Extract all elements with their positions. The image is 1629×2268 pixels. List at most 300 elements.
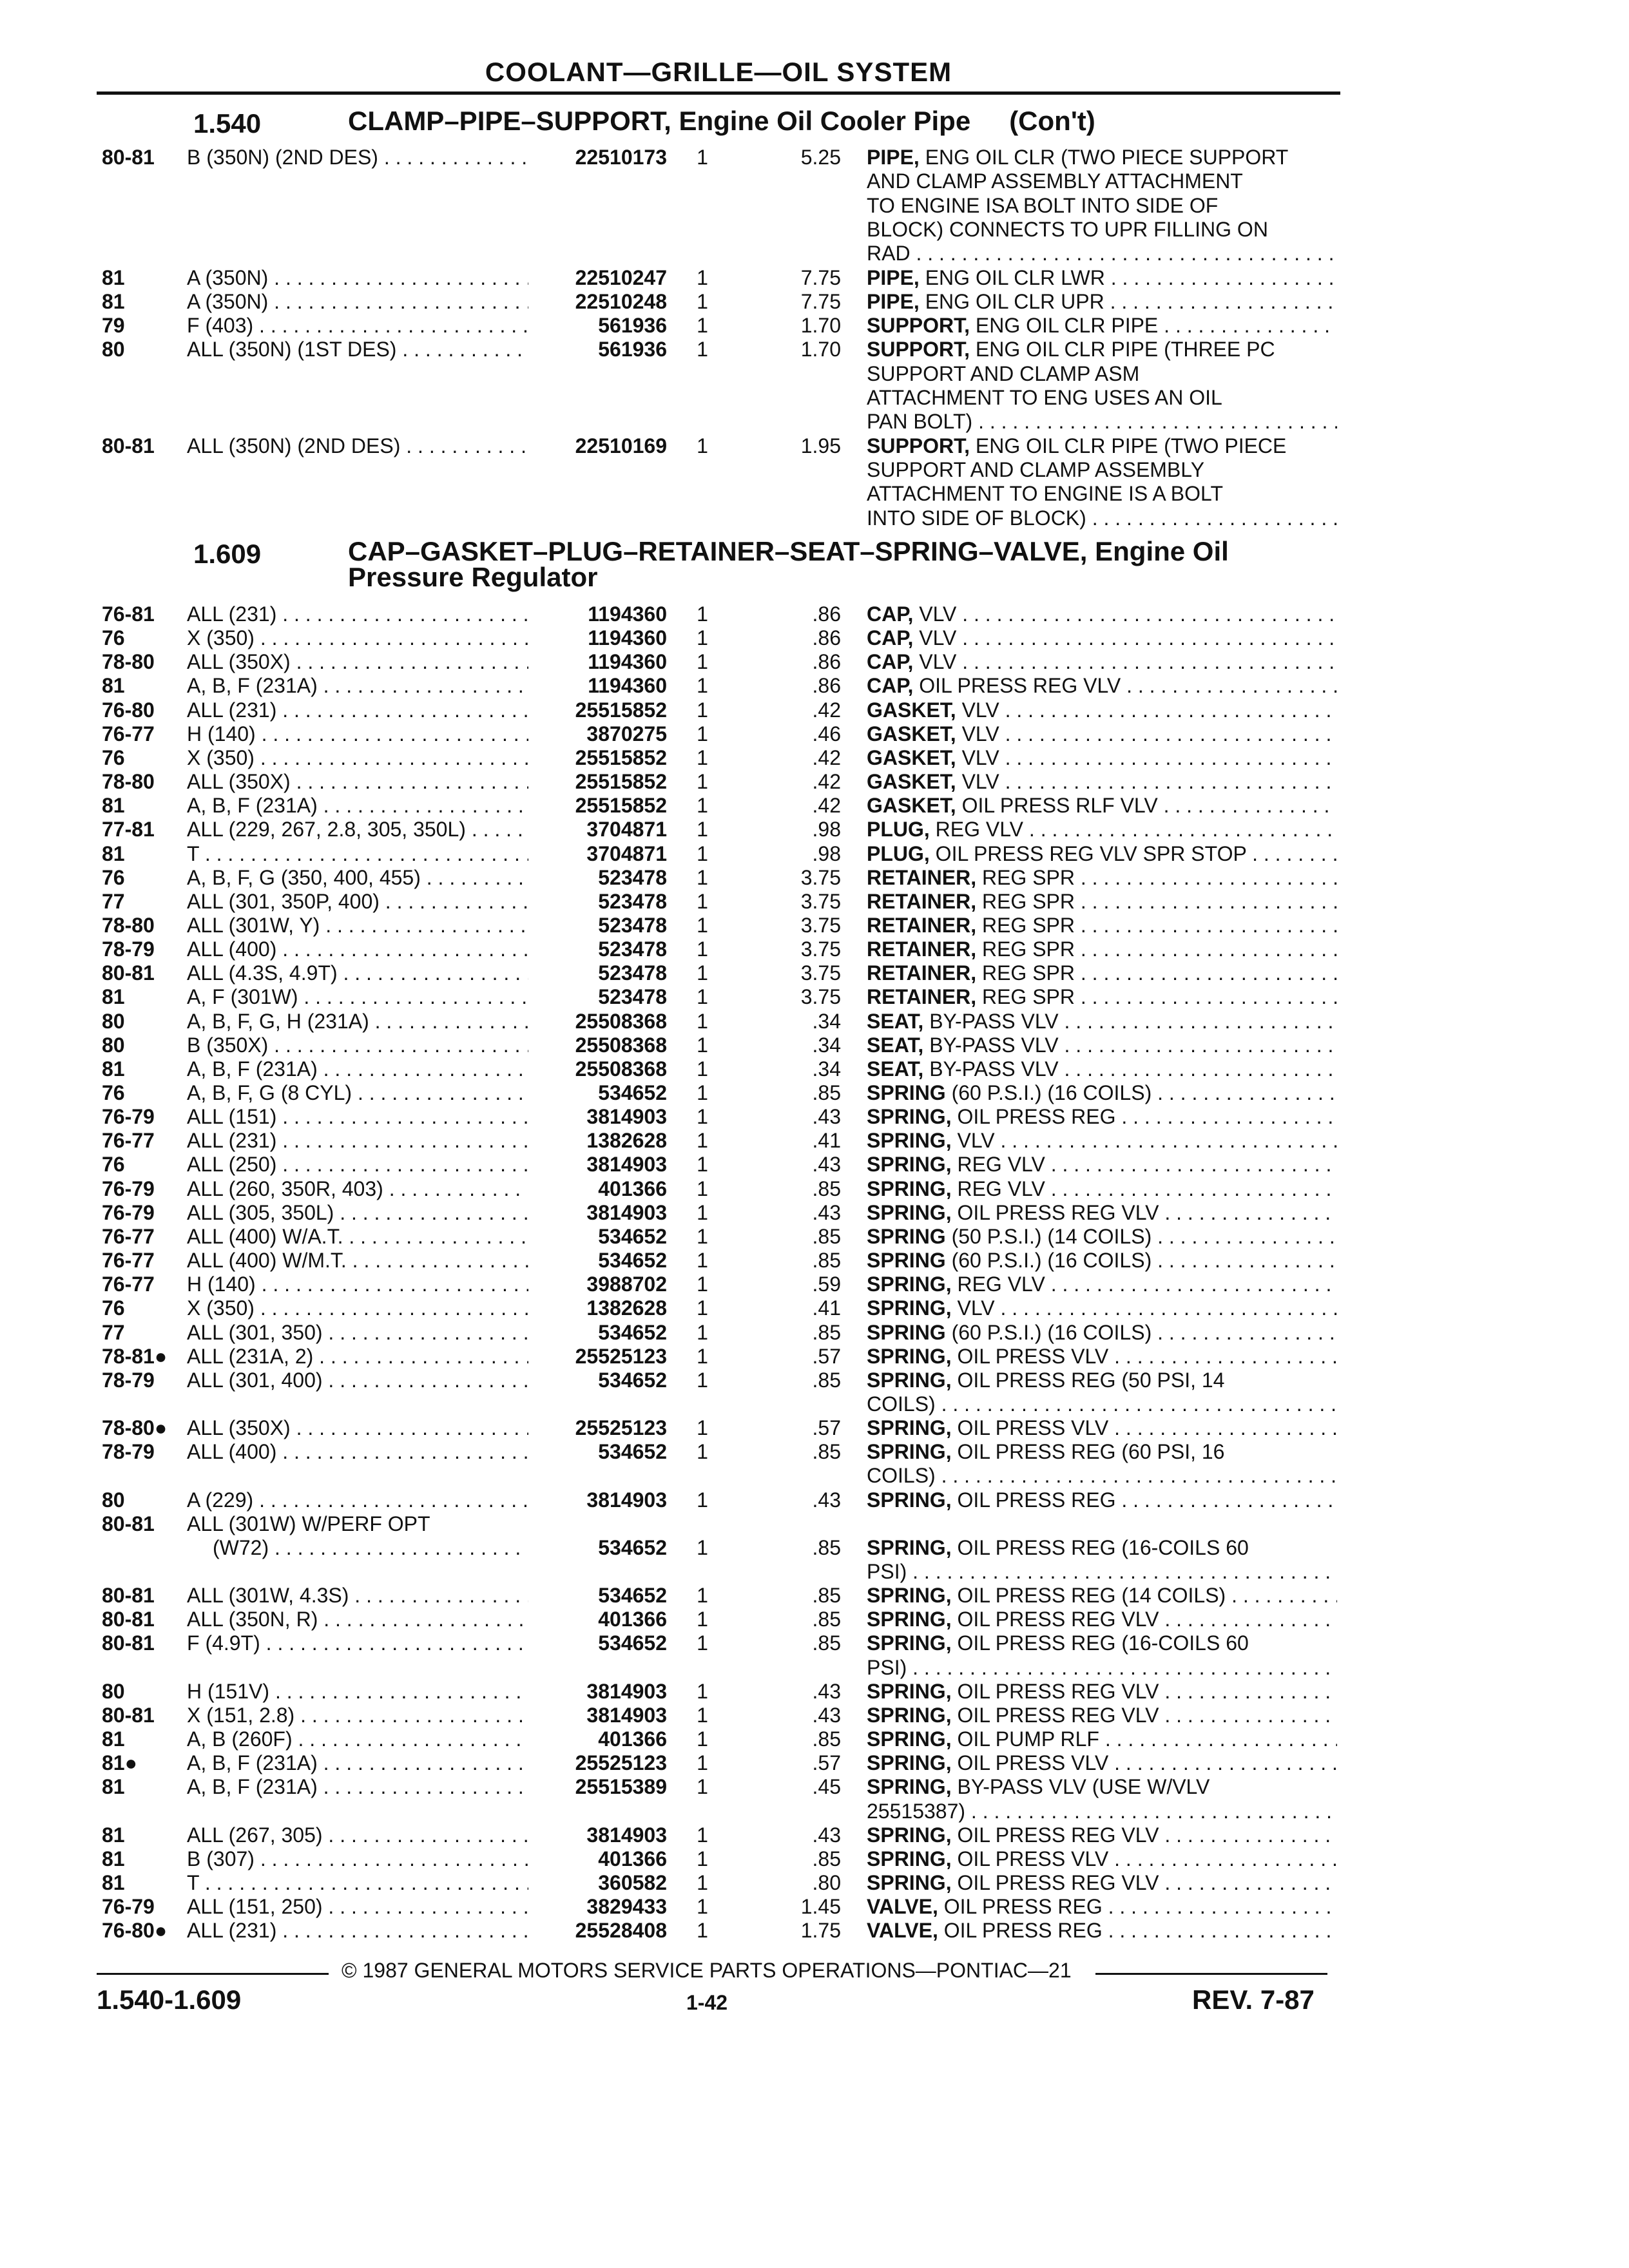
parts-row [0, 1656, 1629, 1679]
part-noun: SPRING, [867, 1823, 952, 1847]
part-number-cell: 1194360 [588, 650, 667, 674]
part-noun: SPRING, [867, 1870, 952, 1894]
part-noun: SPRING, [867, 1608, 952, 1631]
description-cell [867, 434, 1337, 457]
description-text: OIL PRESS REG (16-COILS 60 [957, 1535, 1249, 1559]
quantity-cell: 1 [697, 985, 708, 1009]
part-noun: CAP, [867, 626, 914, 650]
application-cell: A, B, F (231A) . . . [187, 674, 528, 697]
quantity-cell: 1 [697, 434, 708, 457]
price-cell: .57 [812, 1344, 841, 1368]
price-cell: .34 [812, 1033, 841, 1057]
part-noun: GASKET, [867, 722, 956, 745]
parts-row [0, 1321, 1629, 1344]
quantity-cell: 1 [697, 1608, 708, 1631]
parts-row [0, 866, 1629, 889]
part-noun: PIPE, [867, 265, 920, 289]
description-text: OIL PRESS REG (60 PSI, 16 [957, 1440, 1225, 1464]
part-number-cell: 25515852 [575, 745, 667, 769]
application-cell: ALL (350N) (1ST DES) . . . [187, 338, 528, 361]
part-number-cell: 523478 [598, 889, 667, 913]
year-cell: 81 [102, 841, 125, 865]
application-cell: ALL (4.3S, 4.9T) . . . [187, 961, 528, 985]
description-text: ENG OIL CLR PIPE [975, 314, 1159, 338]
year-cell: 80-81 [102, 1703, 155, 1727]
quantity-cell: 1 [697, 626, 708, 650]
year-cell: 77 [102, 1320, 125, 1344]
description-text: OIL PRESS VLV [957, 1751, 1109, 1775]
parts-row [0, 698, 1629, 722]
description-text: OIL PRESS REG VLV [919, 674, 1121, 698]
section-range: 1.540-1.609 [97, 1984, 242, 2015]
quantity-cell: 1 [697, 1631, 708, 1655]
description-cell [867, 1871, 1337, 1894]
description-text: ENG OIL CLR LWR [925, 265, 1105, 289]
application-cell: X (350) . . . [187, 1296, 528, 1320]
description-text: REG VLV [957, 1177, 1045, 1200]
price-cell: .85 [812, 1584, 841, 1608]
description-cell [867, 937, 1337, 961]
description-cell [867, 290, 1337, 313]
price-cell: .43 [812, 1200, 841, 1224]
application-cell: ALL (301W, 4.3S) . . . [187, 1584, 528, 1607]
parts-row [0, 1871, 1629, 1894]
quantity-cell: 1 [697, 698, 708, 722]
application-cell: ALL (231) . . . [187, 602, 528, 626]
application-cell: H (140) . . . [187, 1273, 528, 1296]
part-noun: SPRING, [867, 1296, 952, 1320]
part-number-cell: 25525123 [575, 1751, 667, 1775]
description-text: AND CLAMP ASSEMBLY ATTACHMENT [867, 169, 1243, 193]
parts-row [0, 1512, 1629, 1535]
part-number-cell: 25515389 [575, 1775, 667, 1799]
revision: REV. 7-87 [1192, 1984, 1315, 2015]
description-text: INTO SIDE OF BLOCK) [867, 506, 1086, 530]
price-cell: .45 [812, 1775, 841, 1799]
parts-row [0, 985, 1629, 1008]
quantity-cell: 1 [697, 1153, 708, 1177]
application-cell: ALL (350X) . . . [187, 650, 528, 673]
year-cell: 76 [102, 1153, 125, 1177]
part-noun: SPRING, [867, 1679, 952, 1703]
description-text: COILS) [867, 1464, 936, 1488]
quantity-cell: 1 [697, 314, 708, 338]
quantity-cell: 1 [697, 1440, 708, 1464]
price-cell: 1.70 [800, 338, 841, 361]
description-cell [867, 985, 1337, 1008]
application-cell: B (307) . . . [187, 1847, 528, 1870]
part-number-cell: 523478 [598, 865, 667, 889]
application-cell: ALL (231A, 2) . . . [187, 1345, 528, 1368]
part-number-cell: 3829433 [586, 1895, 667, 1919]
description-text: OIL PRESS REG (14 COILS) [957, 1584, 1226, 1608]
description-text: RAD [867, 242, 911, 265]
part-noun: SEAT, [867, 1033, 924, 1057]
description-text: OIL PRESS REG [957, 1488, 1116, 1512]
parts-row [0, 1081, 1629, 1104]
application-cell: ALL (301W, Y) . . . [187, 914, 528, 937]
part-noun: SUPPORT, [867, 434, 970, 457]
parts-row [0, 1105, 1629, 1128]
part-number-cell: 25528408 [575, 1919, 667, 1943]
description-cell [867, 722, 1337, 745]
part-noun: RETAINER, [867, 889, 977, 913]
part-number-cell: 3870275 [586, 722, 667, 745]
parts-row [0, 1727, 1629, 1751]
price-cell: .41 [812, 1296, 841, 1320]
description-text: PAN BOLT) [867, 410, 973, 434]
part-noun: SPRING, [867, 1177, 952, 1200]
application-cell: ALL (400) W/A.T. . . . [187, 1225, 528, 1248]
description-cell [867, 1464, 1337, 1487]
part-number-cell: 1194360 [588, 626, 667, 650]
part-noun: PIPE, [867, 146, 920, 169]
description-cell [867, 146, 1337, 169]
parts-row [0, 1225, 1629, 1248]
part-noun: SPRING, [867, 1440, 952, 1464]
description-text: OIL PRESS REG VLV [957, 1200, 1159, 1224]
part-noun: CAP, [867, 650, 914, 674]
parts-row [0, 818, 1629, 841]
year-cell: 81 [102, 265, 125, 289]
part-noun: SPRING, [867, 1535, 952, 1559]
description-cell [867, 961, 1337, 985]
year-cell: 76-81 [102, 602, 155, 626]
description-cell [867, 314, 1337, 337]
application-cell: ALL (151, 250) . . . [187, 1895, 528, 1918]
price-cell: .43 [812, 1679, 841, 1703]
quantity-cell: 1 [697, 889, 708, 913]
section-number: 1.609 [193, 539, 262, 569]
year-cell: 81 [102, 1847, 125, 1870]
application-cell: X (350) . . . [187, 746, 528, 769]
application-cell: ALL (400) . . . [187, 1440, 528, 1463]
quantity-cell: 1 [697, 1105, 708, 1129]
quantity-cell: 1 [697, 1273, 708, 1296]
description-text: OIL PRESS REG [943, 1919, 1103, 1943]
description-text: REG SPR [981, 865, 1075, 889]
description-cell [867, 1177, 1337, 1200]
part-noun: SPRING, [867, 1631, 952, 1655]
application-cell: ALL (350X) . . . [187, 770, 528, 793]
application-cell: A, B, F, G, H (231A) . . . [187, 1010, 528, 1033]
application-cell: (W72) . . . [213, 1536, 528, 1559]
quantity-cell: 1 [697, 1009, 708, 1033]
year-cell: 80 [102, 1033, 125, 1057]
year-cell: 78-80● [102, 1416, 168, 1440]
part-number-cell: 1194360 [588, 674, 667, 698]
quantity-cell: 1 [697, 602, 708, 626]
year-cell: 76-79 [102, 1895, 155, 1919]
description-text: REG SPR [981, 985, 1075, 1009]
description-text: OIL PRESS REG [943, 1895, 1103, 1919]
description-text: ATTACHMENT TO ENG USES AN OIL [867, 386, 1222, 409]
description-cell [867, 650, 1337, 673]
quantity-cell: 1 [697, 338, 708, 361]
description-cell [867, 1225, 1337, 1248]
description-cell [867, 1057, 1337, 1081]
application-cell: ALL (350X) . . . [187, 1416, 528, 1439]
part-number-cell: 523478 [598, 985, 667, 1009]
quantity-cell: 1 [697, 1224, 708, 1248]
quantity-cell: 1 [697, 1679, 708, 1703]
description-cell [867, 1369, 1337, 1392]
year-cell: 76-77 [102, 1273, 155, 1296]
description-text: OIL PRESS VLV [957, 1344, 1109, 1368]
application-cell: A, B, F (231A) . . . [187, 794, 528, 817]
application-cell: ALL (229, 267, 2.8, 305, 350L) . . . [187, 818, 528, 841]
section-title-text: CLAMP–PIPE–SUPPORT, Engine Oil Cooler Pipe [348, 106, 971, 136]
parts-row [0, 1153, 1629, 1176]
year-cell: 78-81● [102, 1344, 168, 1368]
application-cell: T . . . [187, 1871, 528, 1894]
description-text: VLV [919, 626, 957, 650]
part-noun: SPRING, [867, 1200, 952, 1224]
price-cell: .57 [812, 1751, 841, 1775]
description-text: OIL PRESS VLV [957, 1847, 1109, 1870]
description-text: VLV [961, 722, 999, 745]
description-cell [867, 866, 1337, 889]
description-cell [867, 1560, 1337, 1583]
year-cell: 78-79 [102, 1440, 155, 1464]
parts-row [0, 937, 1629, 961]
application-cell: A, F (301W) . . . [187, 985, 528, 1008]
part-number-cell: 3814903 [586, 1153, 667, 1177]
quantity-cell: 1 [697, 146, 708, 169]
description-text: VLV [957, 1296, 995, 1320]
footer-rule-right [1095, 1973, 1327, 1975]
section-title-text: CAP–GASKET–PLUG–RETAINER–SEAT–SPRING–VALVE, Engine Oil [348, 536, 1229, 566]
part-number-cell: 523478 [598, 961, 667, 985]
parts-row [0, 1296, 1629, 1320]
parts-row [0, 1129, 1629, 1152]
year-cell: 80-81 [102, 961, 155, 985]
quantity-cell: 1 [697, 818, 708, 841]
quantity-cell: 1 [697, 1751, 708, 1775]
application-cell: A, B, F (231A) . . . [187, 1775, 528, 1798]
price-cell: .85 [812, 1440, 841, 1464]
quantity-cell: 1 [697, 1033, 708, 1057]
part-number-cell: 25515852 [575, 794, 667, 818]
description-text: ENG OIL CLR PIPE (THREE PC [975, 338, 1275, 361]
description-cell [867, 1823, 1337, 1847]
price-cell: 1.70 [800, 314, 841, 338]
section-number: 1.540 [193, 108, 262, 139]
part-number-cell: 534652 [598, 1535, 667, 1559]
price-cell: .42 [812, 794, 841, 818]
description-cell [867, 1751, 1337, 1774]
application-cell: F (4.9T) . . . [187, 1631, 528, 1655]
part-noun: GASKET, [867, 770, 956, 794]
quantity-cell: 1 [697, 865, 708, 889]
year-cell: 80 [102, 1488, 125, 1512]
description-text: OIL PRESS REG VLV [957, 1870, 1159, 1894]
price-cell: 7.75 [800, 289, 841, 313]
application-cell: X (350) . . . [187, 626, 528, 649]
quantity-cell: 1 [697, 1200, 708, 1224]
quantity-cell: 1 [697, 1177, 708, 1200]
description-cell [867, 1775, 1337, 1798]
section-title [348, 536, 1229, 592]
description-text: (60 P.S.I.) (16 COILS) [951, 1249, 1152, 1273]
description-text: REG SPR [981, 961, 1075, 985]
part-number-cell: 534652 [598, 1368, 667, 1392]
part-number-cell: 561936 [598, 338, 667, 361]
parts-row [0, 1919, 1629, 1942]
parts-row [0, 961, 1629, 985]
section-title-line2: Pressure Regulator [348, 562, 598, 592]
year-cell: 76-79 [102, 1200, 155, 1224]
application-cell: F (403) . . . [187, 314, 528, 337]
parts-row [0, 194, 1629, 217]
description-text: SUPPORT AND CLAMP ASM [867, 361, 1140, 385]
section-continued: (Con't) [1009, 106, 1095, 136]
parts-row [0, 1775, 1629, 1798]
description-text: PSI) [867, 1655, 907, 1679]
copyright-text: © 1987 GENERAL MOTORS SERVICE PARTS OPERATIONS—PONTIAC—21 [342, 1959, 1072, 1982]
description-cell [867, 194, 1337, 217]
description-text: COILS) [867, 1392, 936, 1416]
description-text: ATTACHMENT TO ENGINE IS A BOLT [867, 482, 1223, 506]
part-number-cell: 534652 [598, 1249, 667, 1273]
parts-row [0, 1847, 1629, 1870]
description-text: VLV [961, 745, 999, 769]
quantity-cell: 1 [697, 1488, 708, 1512]
price-cell: .85 [812, 1608, 841, 1631]
quantity-cell: 1 [697, 1727, 708, 1751]
quantity-cell: 1 [697, 1847, 708, 1870]
parts-row [0, 1033, 1629, 1057]
year-cell: 81● [102, 1751, 137, 1775]
parts-row [0, 1057, 1629, 1081]
quantity-cell: 1 [697, 794, 708, 818]
year-cell: 80-81 [102, 1608, 155, 1631]
part-number-cell: 534652 [598, 1631, 667, 1655]
description-cell [867, 1345, 1337, 1368]
application-cell: ALL (267, 305) . . . [187, 1823, 528, 1847]
description-text: OIL PRESS REG VLV SPR STOP [935, 841, 1247, 865]
part-noun: GASKET, [867, 794, 956, 818]
part-number-cell: 3814903 [586, 1105, 667, 1129]
description-text: OIL PRESS REG (50 PSI, 14 [957, 1368, 1225, 1392]
quantity-cell: 1 [697, 961, 708, 985]
description-cell [867, 1010, 1337, 1033]
price-cell: .42 [812, 770, 841, 794]
part-noun: SUPPORT, [867, 314, 970, 338]
description-text: REG SPR [981, 937, 1075, 961]
part-number-cell: 1382628 [586, 1129, 667, 1153]
price-cell: .43 [812, 1823, 841, 1847]
quantity-cell: 1 [697, 1081, 708, 1104]
part-noun: RETAINER, [867, 913, 977, 937]
description-text: BY-PASS VLV [929, 1009, 1059, 1033]
description-cell [867, 1129, 1337, 1152]
year-cell: 81 [102, 1057, 125, 1081]
parts-row [0, 1249, 1629, 1272]
parts-row [0, 746, 1629, 769]
description-cell [867, 362, 1337, 385]
parts-row [0, 794, 1629, 817]
price-cell: 3.75 [800, 913, 841, 937]
description-text: REG SPR [981, 889, 1075, 913]
section-title [348, 108, 1095, 134]
description-cell [867, 1440, 1337, 1463]
part-number-cell: 3704871 [586, 841, 667, 865]
description-cell [867, 1584, 1337, 1607]
application-cell: A (229) . . . [187, 1488, 528, 1512]
price-cell: .80 [812, 1870, 841, 1894]
year-cell: 81 [102, 289, 125, 313]
price-cell: .86 [812, 674, 841, 698]
part-noun: SPRING [867, 1249, 946, 1273]
part-noun: SPRING, [867, 1703, 952, 1727]
description-cell [867, 1153, 1337, 1176]
price-cell: .85 [812, 1847, 841, 1870]
quantity-cell: 1 [697, 1368, 708, 1392]
year-cell: 79 [102, 314, 125, 338]
parts-row [0, 890, 1629, 913]
price-cell: .46 [812, 722, 841, 745]
price-cell: 1.75 [800, 1919, 841, 1943]
part-number-cell: 25525123 [575, 1344, 667, 1368]
year-cell: 76 [102, 865, 125, 889]
application-cell: ALL (301, 350P, 400) . . . [187, 890, 528, 913]
year-cell: 81 [102, 674, 125, 698]
description-text: VLV [961, 770, 999, 794]
description-text: (60 P.S.I.) (16 COILS) [951, 1081, 1152, 1104]
parts-row [0, 674, 1629, 697]
application-cell: ALL (231) . . . [187, 698, 528, 722]
year-cell: 76 [102, 1081, 125, 1104]
quantity-cell: 1 [697, 745, 708, 769]
part-number-cell: 401366 [598, 1727, 667, 1751]
year-cell: 76-77 [102, 722, 155, 745]
price-cell: 1.95 [800, 434, 841, 457]
application-cell: ALL (305, 350L) . . . [187, 1201, 528, 1224]
parts-row [0, 338, 1629, 361]
description-cell [867, 410, 1337, 433]
description-cell [867, 386, 1337, 409]
year-cell: 80-81 [102, 146, 155, 169]
part-noun: RETAINER, [867, 937, 977, 961]
quantity-cell: 1 [697, 1249, 708, 1273]
description-text: BLOCK) CONNECTS TO UPR FILLING ON [867, 217, 1268, 241]
part-number-cell: 22510173 [575, 146, 667, 169]
parts-row [0, 482, 1629, 505]
part-number-cell: 25508368 [575, 1057, 667, 1081]
year-cell: 80-81 [102, 1584, 155, 1608]
year-cell: 77 [102, 889, 125, 913]
price-cell: .43 [812, 1105, 841, 1129]
parts-row [0, 1369, 1629, 1392]
year-cell: 76-80 [102, 698, 155, 722]
part-number-cell: 1194360 [588, 602, 667, 626]
application-cell: ALL (231) . . . [187, 1919, 528, 1942]
description-text: REG SPR [981, 913, 1075, 937]
application-cell: ALL (350N) (2ND DES) . . . [187, 434, 528, 457]
year-cell: 76-77 [102, 1224, 155, 1248]
quantity-cell: 1 [697, 937, 708, 961]
description-cell [867, 482, 1337, 505]
parts-row [0, 650, 1629, 673]
price-cell: .85 [812, 1249, 841, 1273]
year-cell: 76-79 [102, 1105, 155, 1129]
application-cell: A (350N) . . . [187, 290, 528, 313]
description-cell [867, 1296, 1337, 1320]
application-cell: T . . . [187, 842, 528, 865]
description-cell [867, 770, 1337, 793]
parts-row [0, 362, 1629, 385]
